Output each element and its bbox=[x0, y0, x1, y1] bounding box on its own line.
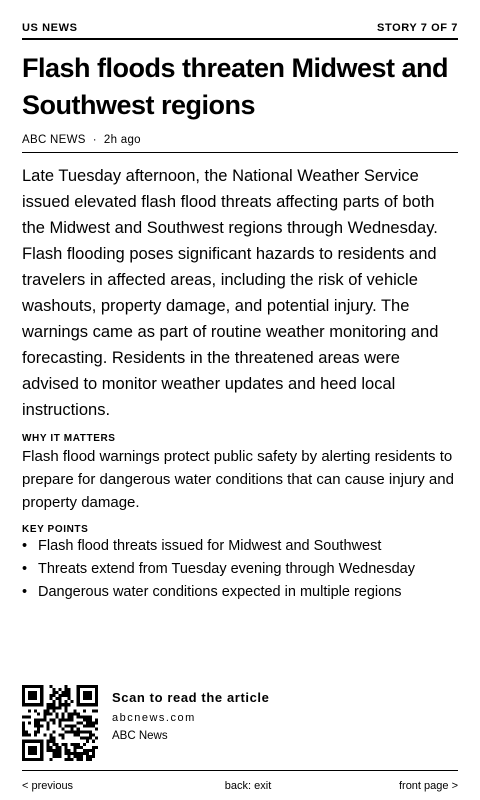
top-bar bbox=[22, 20, 458, 36]
why-it-matters-text: Flash flood warnings protect public safety by alerting residents to prepare for dangerous water conditions that can cause injury and property damage. bbox=[22, 448, 454, 511]
qr-code-icon bbox=[22, 685, 98, 761]
key-point-text: Dangerous water conditions expected in multiple regions bbox=[38, 584, 402, 600]
bullet: • bbox=[22, 538, 28, 554]
qr-url[interactable]: abcnews.com bbox=[112, 712, 196, 724]
section-label: US NEWS bbox=[22, 22, 78, 34]
qr-text bbox=[112, 685, 269, 743]
list-item bbox=[22, 558, 464, 581]
header-divider bbox=[22, 38, 458, 40]
list-item bbox=[22, 581, 464, 604]
list-item bbox=[22, 535, 464, 558]
headline: Flash floods threaten Midwest and Southwest regions bbox=[22, 53, 449, 120]
key-point-text: Flash flood threats issued for Midwest and Southwest bbox=[38, 538, 382, 554]
key-points-label: KEY POINTS bbox=[22, 524, 89, 535]
why-it-matters-label: WHY IT MATTERS bbox=[22, 433, 116, 444]
bullet: • bbox=[22, 584, 28, 600]
front-page-button[interactable]: front page > bbox=[398, 780, 458, 792]
story-position: STORY 7 OF 7 bbox=[377, 22, 458, 34]
article-age: 2h ago bbox=[103, 134, 141, 146]
article-source: ABC NEWS bbox=[22, 134, 86, 146]
key-point-text: Threats extend from Tuesday evening through Wednesday bbox=[38, 561, 415, 577]
key-points-list bbox=[22, 535, 464, 604]
qr-title: Scan to read the article bbox=[112, 690, 270, 705]
back-exit-button[interactable]: back: exit bbox=[224, 780, 272, 792]
bullet: • bbox=[22, 561, 28, 577]
qr-block bbox=[22, 685, 269, 761]
footer-divider bbox=[22, 770, 458, 771]
footer-nav bbox=[22, 779, 458, 793]
previous-button[interactable]: < previous bbox=[22, 780, 74, 792]
byline bbox=[22, 132, 458, 148]
qr-source-name: ABC News bbox=[112, 730, 168, 742]
byline-separator: · bbox=[92, 134, 97, 146]
article-body: Late Tuesday afternoon, the National Weather Service issued elevated flash flood threats affecting parts of both the Midwest and Southwest regions through Wednesday. Flash flooding poses significant hazards to residents and travelers in affected areas, including the risk of vehicle washouts, property damage, and potential injury. The warnings came as part of routine weather monitoring and forecasting. Residents in the threatened areas were advised to monitor weather updates and heed local instructions. bbox=[22, 167, 439, 419]
byline-divider bbox=[22, 152, 458, 153]
